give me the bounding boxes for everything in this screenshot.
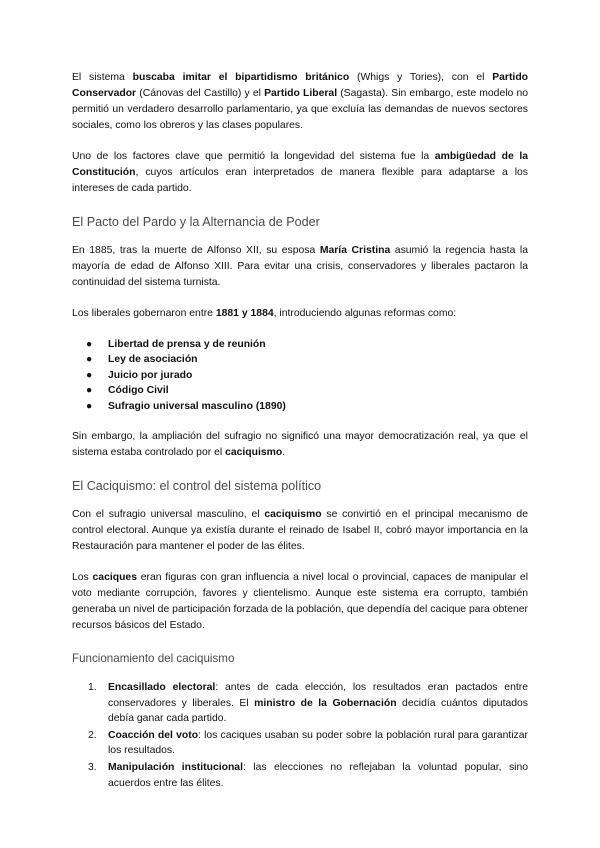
list-item: ● Sufragio universal masculino (1890) bbox=[72, 399, 528, 414]
section-heading-pacto-del-pardo: El Pacto del Pardo y la Alternancia de Poder bbox=[72, 215, 320, 229]
list-item: 3. Manipulación institucional: las elecciones no reflejaban la voluntad popular, sino acuerdos entre las élites. bbox=[88, 762, 529, 789]
section1-paragraph-1: En 1885, tras la muerte de Alfonso XII, su esposa María Cristina asumió la regencia hasta la mayoría de edad de Alfonso XIII. Para evitar una crisis, conservadores y liberales pactaron la continuidad del sistema turnista. bbox=[72, 245, 529, 288]
list-item: ● Ley de asociación bbox=[72, 352, 528, 367]
list-item: 2. Coacción del voto: los caciques usaban su poder sobre la población rural para garantizar los resultados. bbox=[88, 729, 528, 757]
intro-paragraph-2: Uno de los factores clave que permitió la longevidad del sistema fue la ambigüedad de la Constitución, cuyos artículos eran interpretados de manera flexible para adaptarse a los intereses de cada partido. bbox=[72, 151, 528, 194]
section-heading-funcionamiento: Funcionamiento del caciquismo bbox=[72, 652, 235, 666]
list-item: 1. Encasillado electoral: antes de cada elección, los resultados eran pactados entre conservadores y liberales. El ministro de la Gobernación decidía cuántos diputados debía ganar cada partido. bbox=[88, 682, 529, 725]
bullet-icon: ● bbox=[86, 369, 93, 381]
caciquismo-steps-list bbox=[72, 680, 528, 791]
list-item: ● Código Civil bbox=[72, 383, 528, 398]
reforms-list bbox=[72, 337, 528, 414]
section1-paragraph-3: Sin embargo, la ampliación del sufragio no significó una mayor democratización real, ya que el sistema estaba controlado por el caciquismo. bbox=[72, 431, 528, 459]
bullet-icon: ● bbox=[86, 400, 93, 412]
list-item: ● Juicio por jurado bbox=[72, 368, 528, 383]
intro-paragraph-1: El sistema buscaba imitar el bipartidismo británico (Whigs y Tories), con el Partido Conservador (Cánovas del Castillo) y el Partido Liberal (Sagasta). Sin embargo, este modelo no permitió un verdadero desarrollo parlamentario, ya que excluía las demandas de nuevos sectores sociales, como los obreros y las clases populares. bbox=[72, 72, 529, 131]
bullet-icon: ● bbox=[86, 354, 93, 366]
bullet-icon: ● bbox=[86, 339, 93, 350]
section2-paragraph-1: Con el sufragio universal masculino, el caciquismo se convirtió en el principal mecanismo de control electoral. Aunque ya existía durante el reinado de Isabel II, cobró mayor importancia en la Restauración para mantener el poder de las élites. bbox=[72, 509, 528, 553]
section-heading-caciquismo: El Caciquismo: el control del sistema político bbox=[72, 479, 322, 494]
section1-paragraph-2: Los liberales gobernaron entre 1881 y 1884, introduciendo algunas reformas como: bbox=[72, 308, 457, 319]
section2-paragraph-2: Los caciques eran figuras con gran influencia a nivel local o provincial, capaces de manipular el voto mediante corrupción, favores y clientelismo. Aunque este sistema era corrupto, también generaba un nivel de participación forzada de la población, que dependía del cacique para obtener recursos básicos del Estado. bbox=[72, 572, 529, 632]
list-item: ● Libertad de prensa y de reunión bbox=[72, 337, 528, 352]
bullet-icon: ● bbox=[86, 385, 93, 397]
